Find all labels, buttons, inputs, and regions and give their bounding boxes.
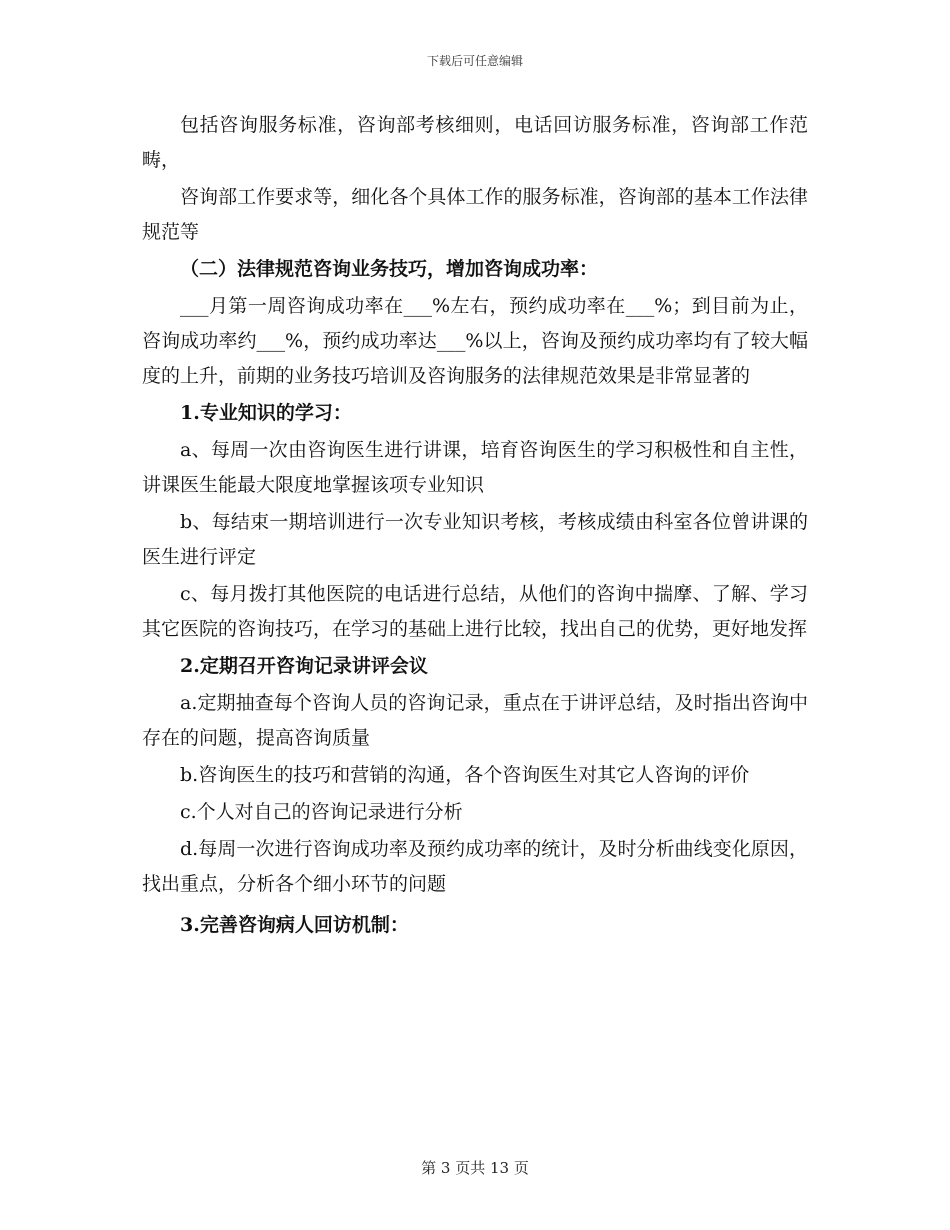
list-item-2c: c.个人对自己的咨询记录进行分析 — [180, 801, 463, 823]
section-heading-2: （二）法律规范咨询业务技巧，增加咨询成功率： — [180, 258, 599, 280]
page-number: 第 3 页共 13 页 — [421, 1159, 529, 1177]
document-body — [142, 108, 808, 945]
list-item-1a: a、每周一次由咨询医生进行讲课，培育咨询医生的学习积极性和自主性，讲课医生能最大限度地掌握该项专业知识 — [142, 439, 808, 496]
heading-follow-up: 3.完善咨询病人回访机制： — [180, 914, 409, 936]
heading-review-meeting: 2.定期召开咨询记录讲评会议 — [180, 655, 428, 677]
page-header: 下载后可任意编辑 — [426, 54, 523, 68]
list-item-1b: b、每结束一期培训进行一次专业知识考核，考核成绩由科室各位曾讲课的医生进行评定 — [142, 511, 808, 568]
list-item-2d: d.每周一次进行咨询成功率及预约成功率的统计，及时分析曲线变化原因，找出重点，分析各个细小环节的问题 — [142, 838, 808, 895]
paragraph-success-rate: ___月第一周咨询成功率在___%左右，预约成功率在___%；到目前为止，咨询成功率约___%，预约成功率达___%以上，咨询及预约成功率均有了较大幅度的上升，前期的业务技巧培训及咨询服务的法律规范效果是非常显著的 — [142, 295, 808, 387]
heading-professional-knowledge: 1.专业知识的学习： — [180, 402, 352, 424]
list-item-2b: b.咨询医生的技巧和营销的沟通，各个咨询医生对其它人咨询的评价 — [180, 764, 750, 786]
paragraph-2: 咨询部工作要求等，细化各个具体工作的服务标准，咨询部的基本工作法律规范等 — [142, 186, 808, 243]
paragraph-1: 包括咨询服务标准，咨询部考核细则，电话回访服务标准，咨询部工作范畴， — [142, 114, 808, 171]
list-item-2a: a.定期抽查每个咨询人员的咨询记录，重点在于讲评总结，及时指出咨询中存在的问题，提高咨询质量 — [142, 692, 808, 749]
list-item-1c: c、每月拨打其他医院的电话进行总结，从他们的咨询中揣摩、了解、学习其它医院的咨询技巧，在学习的基础上进行比较，找出自己的优势，更好地发挥 — [142, 583, 808, 640]
